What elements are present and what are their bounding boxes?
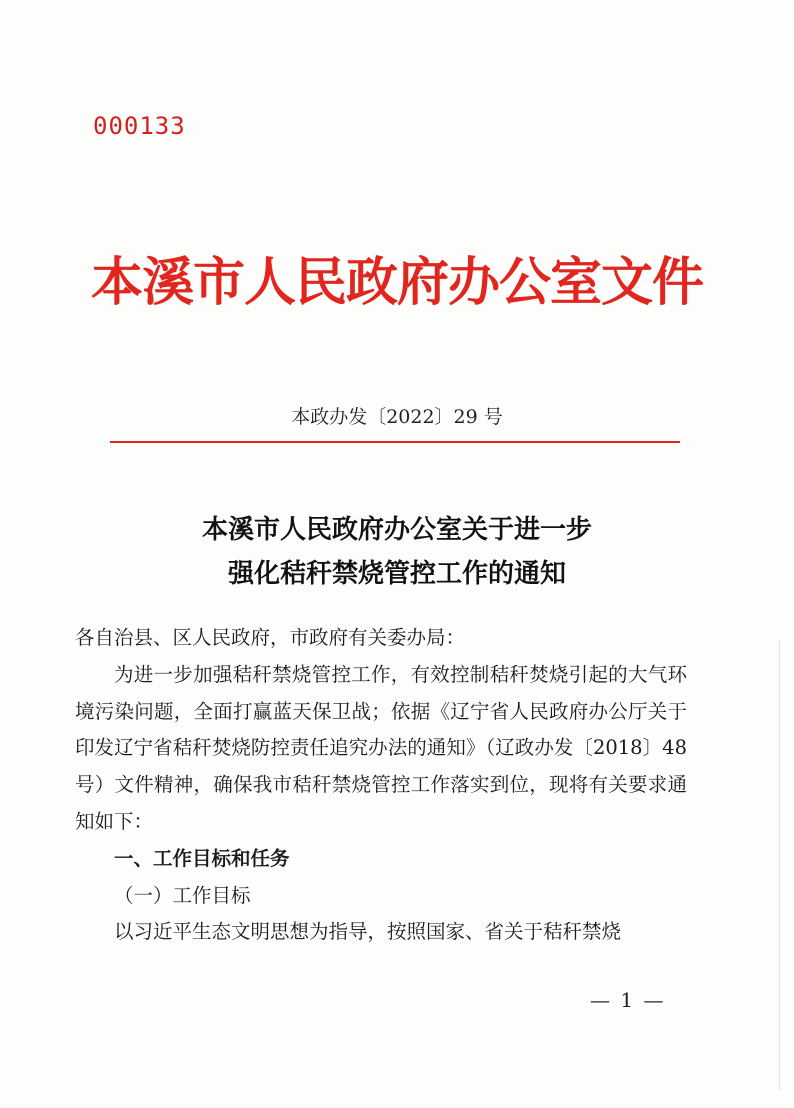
- document-title: [0, 508, 794, 596]
- document-number: 本政办发〔2022〕29 号: [291, 406, 503, 428]
- addressee: 各自治县、区人民政府，市政府有关委办局：: [75, 626, 466, 649]
- document-body: [75, 620, 687, 951]
- section-heading-1: 一、工作目标和任务: [114, 846, 290, 870]
- body-paragraph-1: 为进一步加强秸秆禁烧管控工作，有效控制秸秆焚烧引起的大气环境污染问题，全面打赢蓝天保卫战；依据《辽宁省人民政府办公厅关于印发辽宁省秸秆焚烧防控责任追究办法的通知》（辽政办发〔2018〕48 号）文件精神，确保我市秸秆禁烧管控工作落实到位，现将有关要求通知如下：: [75, 662, 687, 833]
- title-line-1: 本溪市人民政府办公室关于进一步: [201, 515, 592, 545]
- subsection-heading-1: （一）工作目标: [114, 883, 251, 907]
- header-divider: [110, 441, 680, 443]
- body-paragraph-2: 以习近平生态文明思想为指导，按照国家、省关于秸秆禁烧: [114, 920, 622, 944]
- page-number: — 1 —: [590, 988, 666, 1012]
- issuer-header: 本溪市人民政府办公室文件: [90, 252, 703, 313]
- scan-edge-line: [779, 640, 780, 1090]
- serial-number: 000133: [93, 112, 186, 140]
- title-line-2: 强化秸秆禁烧管控工作的通知: [227, 559, 566, 589]
